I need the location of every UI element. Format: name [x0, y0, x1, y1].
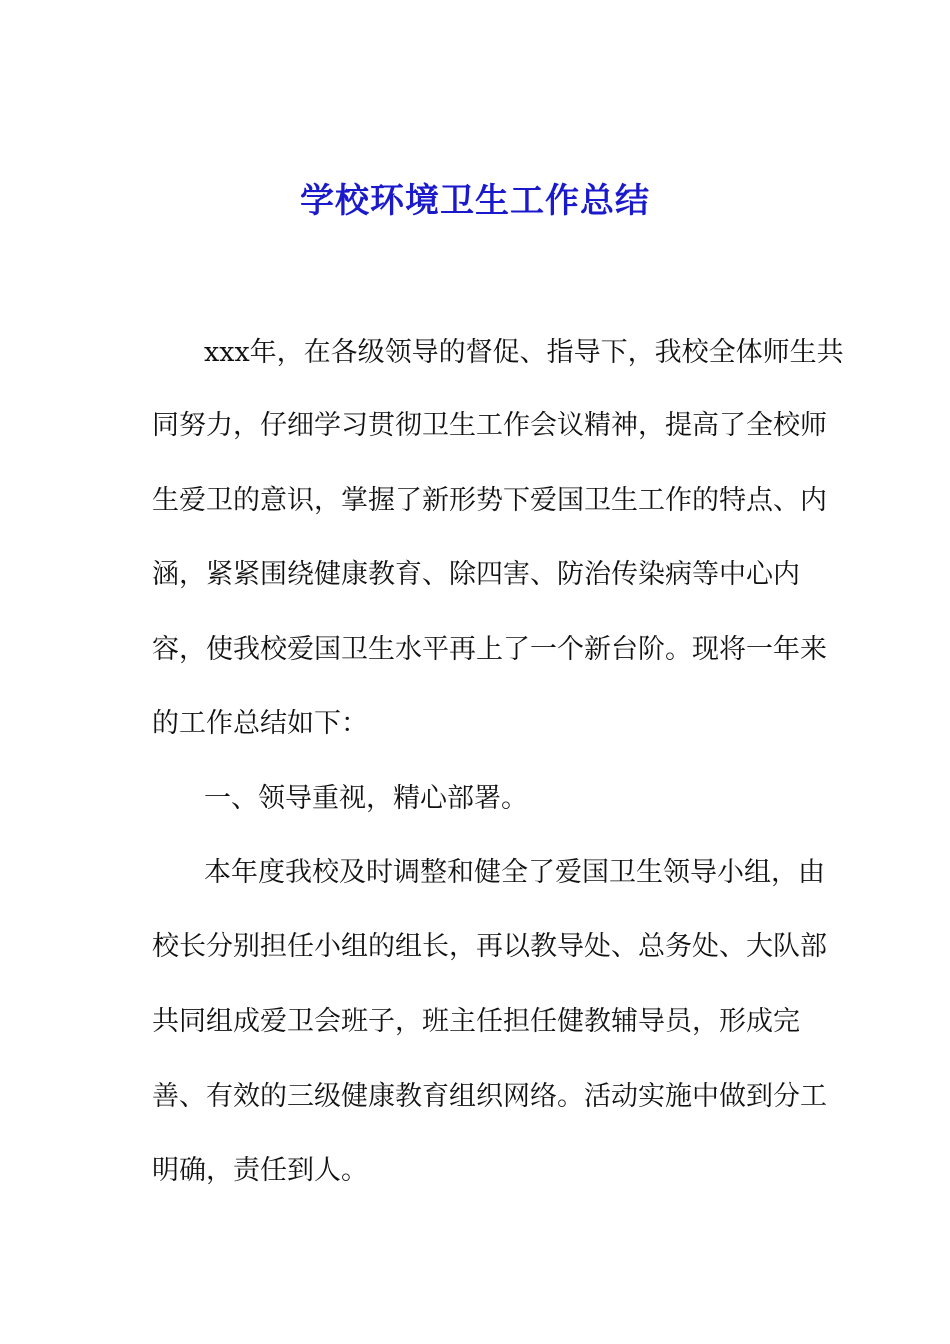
paragraph-1-line-3: 生爱卫的意识，掌握了新形势下爱国卫生工作的特点、内	[152, 485, 827, 516]
paragraph-2-line-3: 共同组成爱卫会班子，班主任担任健教辅导员，形成完	[152, 1006, 800, 1037]
paragraph-1-line-5: 容，使我校爱国卫生水平再上了一个新台阶。现将一年来	[152, 634, 827, 665]
paragraph-1-line-1: xxx年，在各级领导的督促、指导下，我校全体师生共	[204, 337, 844, 368]
paragraph-2-line-5: 明确，责任到人。	[152, 1155, 368, 1186]
paragraph-2-line-1: 本年度我校及时调整和健全了爱国卫生领导小组，由	[204, 857, 825, 888]
paragraph-1-line-6: 的工作总结如下：	[152, 708, 368, 739]
paragraph-2-line-2: 校长分别担任小组的组长，再以教导处、总务处、大队部	[152, 931, 827, 962]
paragraph-1-line-4: 涵，紧紧围绕健康教育、除四害、防治传染病等中心内	[152, 559, 800, 590]
paragraph-2-line-4: 善、有效的三级健康教育组织网络。活动实施中做到分工	[152, 1081, 827, 1112]
paragraph-1-line-2: 同努力，仔细学习贯彻卫生工作会议精神，提高了全校师	[152, 410, 827, 441]
document-title: 学校环境卫生工作总结	[300, 181, 650, 221]
section-heading-1: 一、领导重视，精心部署。	[204, 783, 528, 814]
